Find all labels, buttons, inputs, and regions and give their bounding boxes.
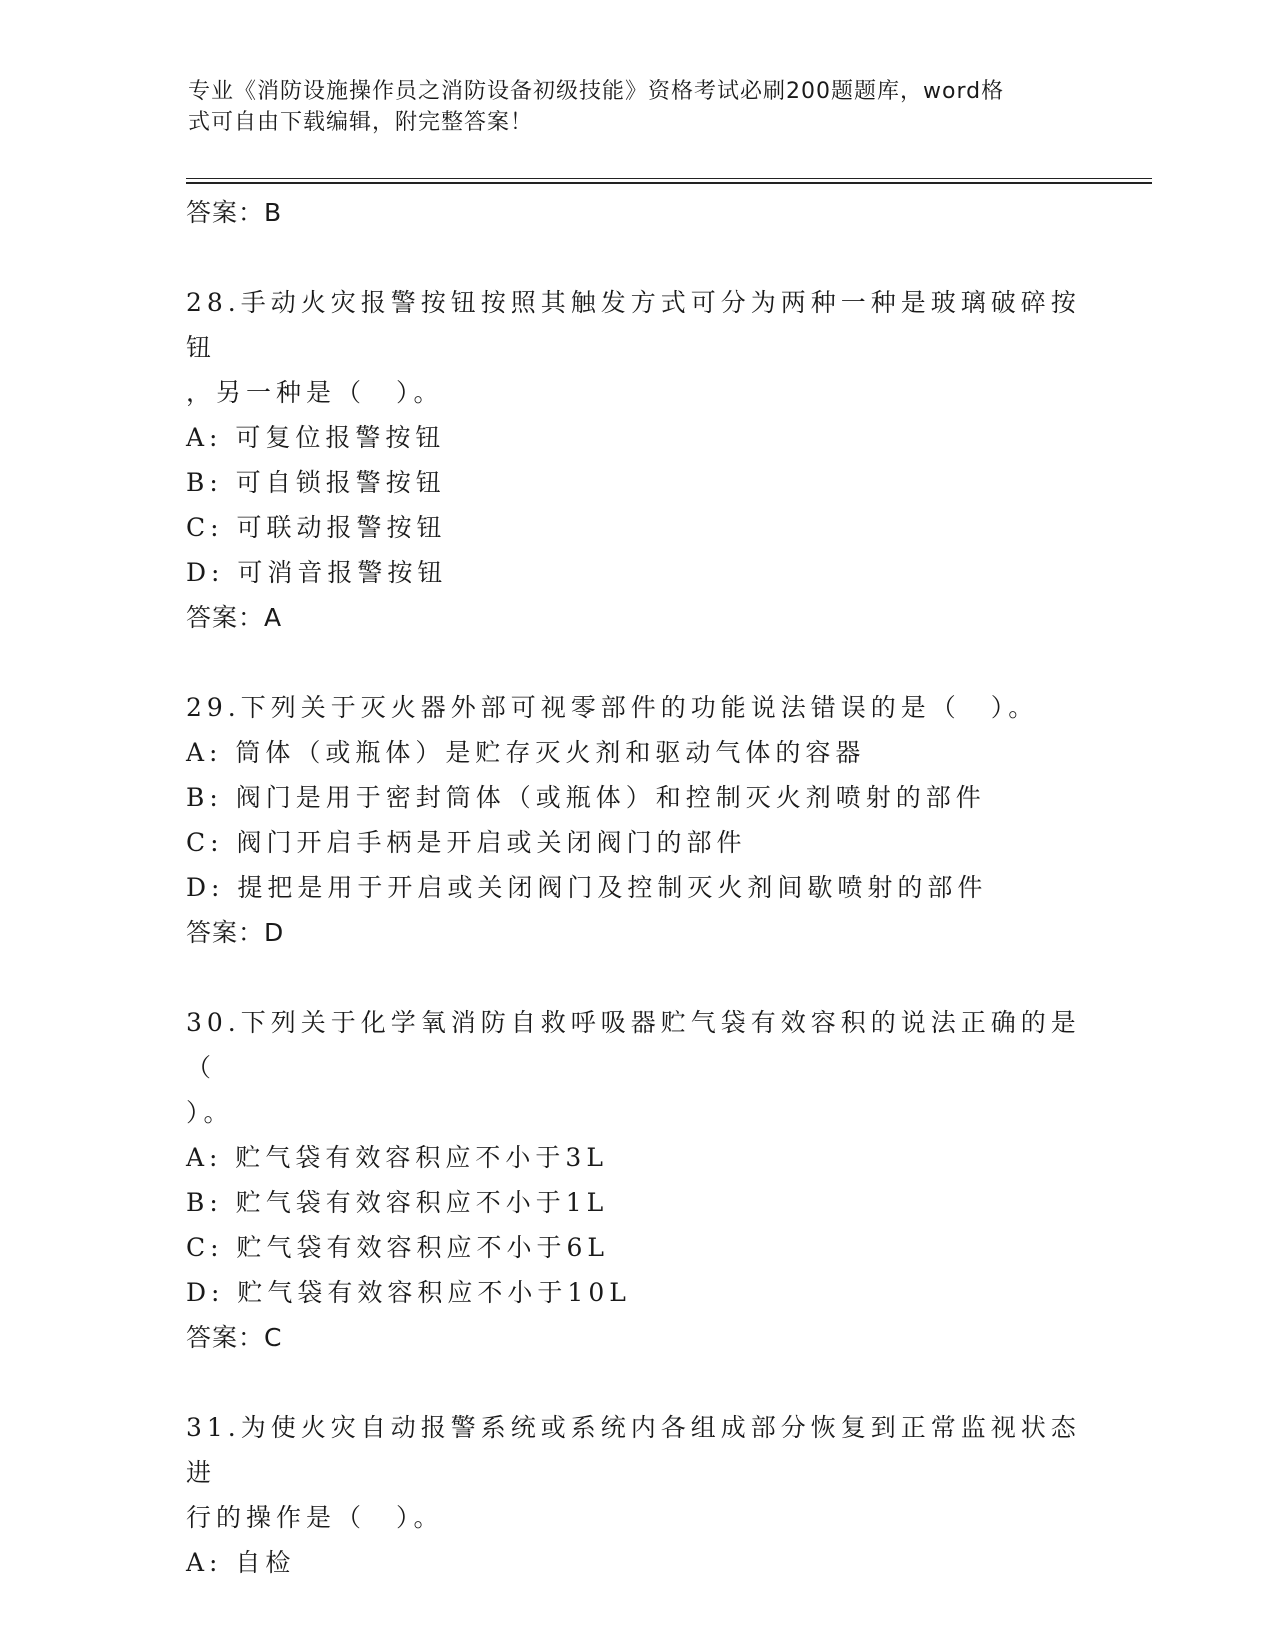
option-b: B: 可自锁报警按钮 xyxy=(186,468,446,497)
header-divider-thick xyxy=(186,182,1152,184)
question-stem-line: 28.手动火灾报警按钮按照其触发方式可分为两种一种是玻璃破碎按钮 xyxy=(186,288,1081,362)
question-block xyxy=(186,685,1086,956)
question-stem-line: 29.下列关于灭火器外部可视零部件的功能说法错误的是（ ）。 xyxy=(186,693,1039,722)
spacer xyxy=(186,641,1086,685)
question-stem-line: ）。 xyxy=(186,1098,234,1127)
option-b: B: 贮气袋有效容积应不小于1L xyxy=(186,1188,609,1217)
question-block xyxy=(186,1405,1086,1585)
question-list xyxy=(186,190,1086,1585)
option-d: D: 贮气袋有效容积应不小于10L xyxy=(186,1278,631,1307)
question-block xyxy=(186,280,1086,641)
header-line-2: 式可自由下载编辑，附完整答案！ xyxy=(188,110,534,135)
option-d: D: 提把是用于开启或关闭阀门及控制灭火剂间歇喷射的部件 xyxy=(186,873,988,902)
option-b: B: 阀门是用于密封筒体（或瓶体）和控制灭火剂喷射的部件 xyxy=(186,783,986,812)
question-stem-line: 30.下列关于化学氧消防自救呼吸器贮气袋有效容积的说法正确的是（ xyxy=(186,1008,1081,1082)
header-divider-thin xyxy=(186,178,1152,179)
answer-line: 答案：C xyxy=(186,1323,283,1352)
answer-line: 答案：A xyxy=(186,603,283,632)
answer-line: 答案：D xyxy=(186,918,285,947)
option-c: C: 贮气袋有效容积应不小于6L xyxy=(186,1233,610,1262)
answer-line: 答案：B xyxy=(186,198,283,227)
question-stem-line: 31.为使火灾自动报警系统或系统内各组成部分恢复到正常监视状态进 xyxy=(186,1413,1081,1487)
option-c: C: 阀门开启手柄是开启或关闭阀门的部件 xyxy=(186,828,747,857)
spacer xyxy=(186,956,1086,1000)
option-a: A: 自检 xyxy=(186,1548,296,1577)
question-stem-line: ，另一种是（ ）。 xyxy=(186,378,444,407)
option-a: A: 贮气袋有效容积应不小于3L xyxy=(186,1143,608,1172)
question-block xyxy=(186,1000,1086,1361)
document-header xyxy=(188,76,1068,138)
option-d: D: 可消音报警按钮 xyxy=(186,558,448,587)
spacer xyxy=(186,236,1086,280)
spacer xyxy=(186,1361,1086,1405)
option-c: C: 可联动报警按钮 xyxy=(186,513,447,542)
option-a: A: 筒体（或瓶体）是贮存灭火剂和驱动气体的容器 xyxy=(186,738,866,767)
question-stem-line: 行的操作是（ ）。 xyxy=(186,1503,444,1532)
header-line-1: 专业《消防设施操作员之消防设备初级技能》资格考试必刷200题题库，word格 xyxy=(188,79,1005,104)
option-a: A: 可复位报警按钮 xyxy=(186,423,446,452)
